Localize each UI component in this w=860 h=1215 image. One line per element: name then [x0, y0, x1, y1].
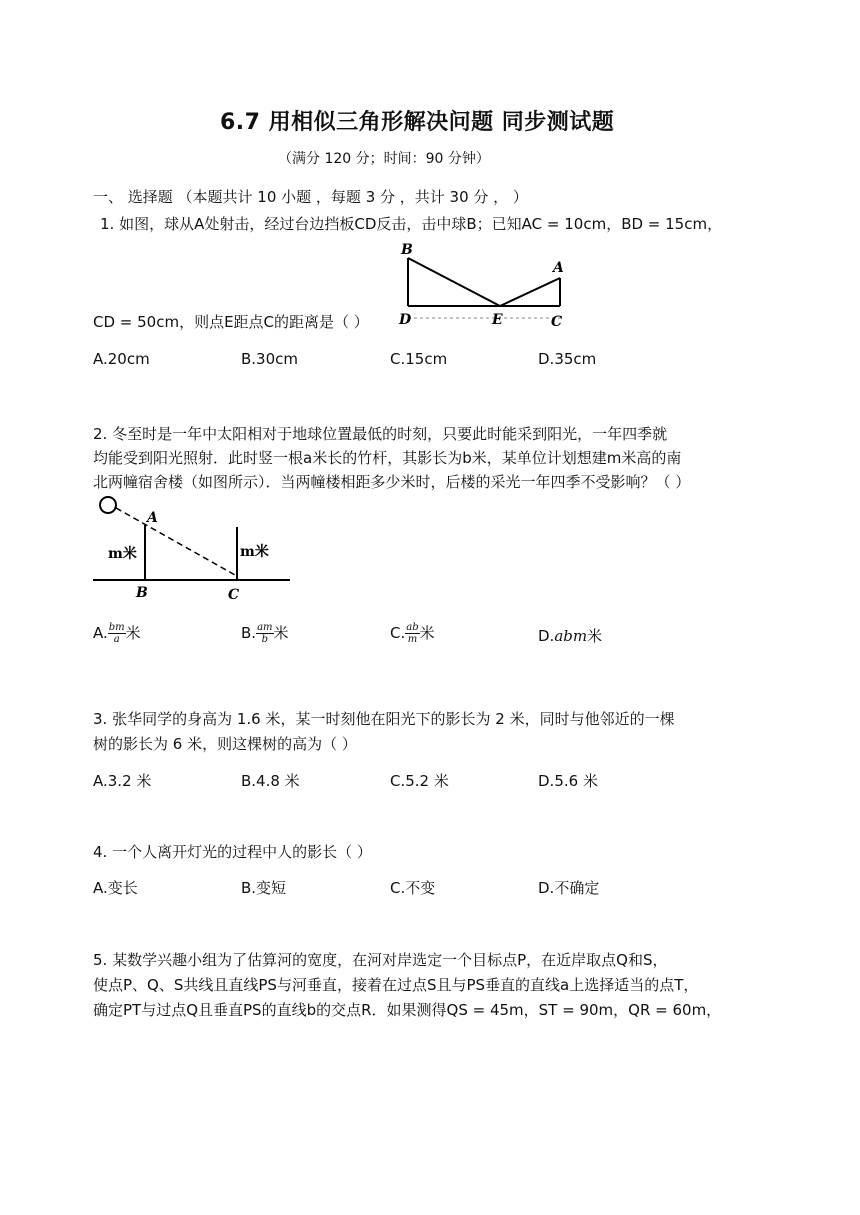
figure1-label-b: B [401, 242, 413, 258]
question-3-text-2: 树的影长为 6 米，则这棵树的高为（ ） [93, 735, 357, 753]
figure2-left-height: m米 [108, 546, 137, 562]
figure1-label-c: C [551, 314, 563, 330]
figure1-label-e: E [492, 312, 503, 328]
question-1-text-1: 如图，球从A处射击，经过台边挡板CD反击，击中球B；已知AC = 10cm，BD = 15cm， [119, 215, 723, 233]
question-3-option-a[interactable]: A.3.2 米 [93, 772, 152, 790]
question-2-option-a[interactable]: A. $\frac{bm}{a}$ 米 [93, 622, 141, 645]
question-1-option-b[interactable]: B.30cm [241, 350, 299, 368]
question-2-option-d[interactable]: D.abm米 [538, 627, 603, 645]
question-2-text-3: 北两幢宿舍楼（如图所示）．当两幢楼相距多少米时，后楼的采光一年四季不受影响？（ ） [93, 473, 691, 491]
question-4-option-d[interactable]: D.不确定 [538, 879, 600, 897]
question-3-text-1: 张华同学的身高为 1.6 米，某一时刻他在阳光下的影长为 2 米，同时与他邻近的一棵 [112, 710, 675, 728]
question-2-figure [90, 495, 295, 605]
question-1-number: 1. [100, 215, 115, 233]
question-5-text-3: 确定PT与过点Q且垂直PS的直线b的交点R．如果测得QS = 45m，ST = 90m，QR = 60m， [93, 1001, 722, 1019]
question-3-number: 3. [93, 710, 108, 728]
question-5-text-2: 使点P、Q、S共线且直线PS与河垂直，接着在过点S且与PS垂直的直线a上选择适当的点T， [93, 976, 699, 994]
question-3-option-c[interactable]: C.5.2 米 [390, 772, 449, 790]
figure1-label-a: A [553, 260, 564, 276]
question-5-text-1: 某数学兴趣小组为了估算河的宽度，在河对岸选定一个目标点P，在近岸取点Q和S， [112, 951, 668, 969]
question-4-text-1: 一个人离开灯光的过程中人的影长（ ） [112, 843, 372, 861]
question-4-line-1 [93, 840, 372, 864]
question-3-option-b[interactable]: B.4.8 米 [241, 772, 300, 790]
figure1-label-d: D [399, 312, 412, 328]
question-1-option-c[interactable]: C.15cm [390, 350, 448, 368]
question-4-option-c[interactable]: C.不变 [390, 879, 436, 897]
question-2-text-1: 冬至时是一年中太阳相对于地球位置最低的时刻，只要此时能采到阳光，一年四季就 [112, 425, 668, 443]
section-heading: 一、 选择题 （本题共计 10 小题 ，每题 3 分 ，共计 30 分 ， ） [93, 188, 528, 206]
question-2-text-2: 均能受到阳光照射．此时竖一根a米长的竹杆，其影长为b米，某单位计划想建m米高的南 [93, 449, 682, 467]
question-2-number: 2. [93, 425, 108, 443]
figure2-label-a: A [147, 510, 158, 526]
question-3-line-1 [93, 707, 675, 731]
question-1-option-d[interactable]: D.35cm [538, 350, 597, 368]
question-4-option-b[interactable]: B.变短 [241, 879, 287, 897]
question-3-option-d[interactable]: D.5.6 米 [538, 772, 598, 790]
question-1-figure [395, 238, 575, 330]
question-4-option-a[interactable]: A.变长 [93, 879, 138, 897]
question-1-text-2: CD = 50cm，则点E距点C的距离是（ ） [93, 313, 369, 331]
question-2-option-b[interactable]: B. $\frac{am}{b}$ 米 [241, 622, 289, 645]
sun-icon [100, 497, 116, 513]
page-subtitle: （满分 120 分；时间：90 分钟） [278, 151, 490, 167]
page-title: 6.7 用相似三角形解决问题 同步测试题 [220, 110, 615, 135]
question-1-option-a[interactable]: A.20cm [93, 350, 150, 368]
figure2-right-height: m米 [240, 544, 269, 560]
question-4-number: 4. [93, 843, 108, 861]
question-5-line-1 [93, 948, 667, 972]
question-2-option-c[interactable]: C. $\frac{ab}{m}$ 米 [390, 622, 435, 645]
figure2-label-c: C [228, 587, 240, 603]
question-2-line-1 [93, 422, 667, 446]
question-5-number: 5. [93, 951, 108, 969]
question-1-line-1 [100, 212, 722, 236]
figure2-label-b: B [136, 585, 148, 601]
